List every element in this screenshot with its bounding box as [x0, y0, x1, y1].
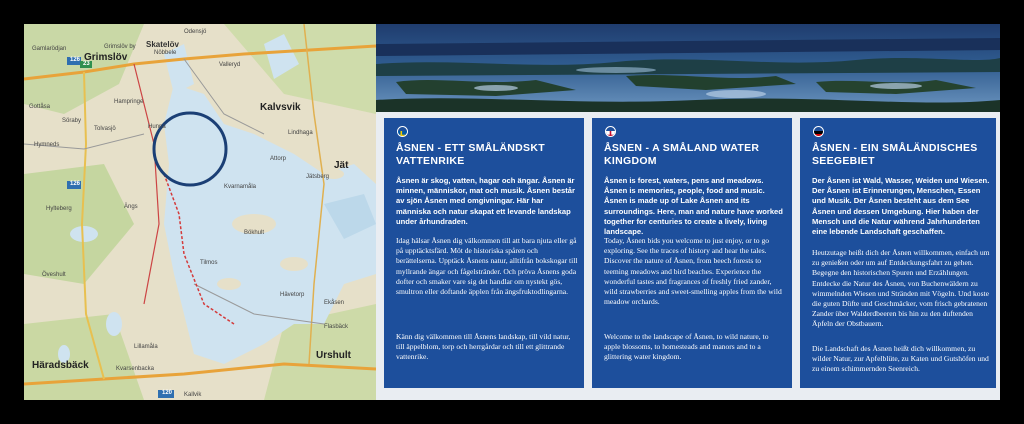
map-place-label: Söraby: [62, 118, 82, 124]
panel-body-text: Today, Åsnen bids you welcome to just enjoy, or to go exploring. See the traces of history and hear the tales. Discover the nature of Åsnen, from beech forests to teeming meadows and bird beaches. Experience the wonderful tastes and fragrances of freshly fried zander, wild strawberries and sweet-smelling apples from the wild meadow orchards.: [604, 236, 782, 307]
info-panel-swedish: [384, 118, 584, 388]
map-graphic: [24, 24, 376, 400]
map-place-label: Lillamåla: [134, 344, 158, 350]
panel-closing-text: Die Landschaft des Åsnen heißt dich willkommen, zu wilder Natur, zur Apfelblüte, zu Katen und Gutshöfen und zu einem schimmernden Seenreich.: [812, 344, 989, 374]
map-place-label: Kvarsenbacka: [116, 366, 155, 372]
panel-body-text: Idag hälsar Åsnen dig välkommen till att bara njuta eller gå på upptäcktsfärd. Möt de historiska spåren och berättelserna. Upptäck Åsnens natur, alltifrån bokskogar till myllrande ängar och fågelstränder. Och pröva Åsnens goda dofter och smaker vare sig det handlar om nystekt gös, smultron eller doftande äpplen från ängsfruktodlingarna.: [396, 236, 578, 297]
uk-flag-icon: [605, 126, 616, 137]
map-place-label: Tilmos: [200, 260, 218, 266]
map-town-label: Häradsbäck: [32, 360, 89, 371]
map-place-label: Gottåsa: [29, 104, 51, 110]
panel-closing-text: Känn dig välkommen till Åsnens landskap, till vild natur, till äppelblom, torp och herrgårdar och till ett glittrande vattenrike.: [396, 332, 571, 362]
road-number: 23: [83, 61, 90, 67]
panel-body-text: Heutzutage heißt dich der Åsnen willkommen, einfach um zu genießen oder um auf Entdeckungsfahrt zu gehen. Begegne den historischen Spuren und Erzählungen. Entdecke die Natur des Åsnen, von Buchenwäldern zu wimmelnden Wiesen und Stränden mit Vögeln. Und koste die guten Düfte und Geschmäcker, vom frisch gebratenen Zander über Walderdbeeren bis hin zu den duftenden Äpfeln der Obstbauern.: [812, 248, 990, 329]
information-board: [24, 24, 1000, 400]
map-place-label: Hymneds: [34, 142, 60, 148]
map-place-label: Nöbbele: [154, 50, 177, 56]
map-town-label: Jät: [334, 160, 349, 171]
panel-title: ÅSNEN - ETT SMÅLÄNDSKT VATTENRIKE: [396, 142, 545, 167]
map-place-label: Lindhaga: [288, 130, 313, 136]
german-flag-icon: [813, 126, 824, 137]
map-place-label: Kallvik: [184, 392, 202, 398]
map-place-label: Öveshult: [42, 272, 66, 278]
area-map: [24, 24, 376, 400]
aerial-lake-photo: [376, 24, 1000, 112]
panel-title: ÅSNEN - EIN SMÅLÄNDISCHES SEEGEBIET: [812, 142, 978, 167]
map-place-label: Hylteberg: [46, 206, 72, 212]
map-place-label: Odensjö: [184, 29, 207, 35]
map-place-label: Flasbäck: [324, 324, 349, 330]
map-place-label: Kvarnamåla: [224, 184, 257, 190]
road-number: 126: [70, 57, 81, 63]
road-number: 120: [162, 390, 173, 396]
info-panel-german: [800, 118, 996, 388]
map-place-label: Skatelöv: [146, 40, 179, 49]
panel-lead-text: Åsnen är skog, vatten, hagar och ängar. Åsnen är minnen, människor, mat och musik. Åsnen består av sjön Åsnen med omgivningar. Här har människa och natur skapat ett levande landskap under århundraden.: [396, 176, 575, 226]
map-town-label: Urshult: [316, 350, 351, 361]
map-place-label: Ekåsen: [324, 300, 345, 306]
map-town-label: Grimslöv: [84, 52, 128, 63]
map-place-label: Gamlarödjan: [32, 46, 67, 52]
map-town-label: Kalvsvik: [260, 102, 301, 113]
map-place-label: Valleryd: [219, 62, 241, 68]
map-place-label: Hävetorp: [280, 292, 305, 298]
road-number: 126: [70, 181, 81, 187]
panel-closing-text: Welcome to the landscape of Åsnen, to wild nature, to apple blossoms, to homesteads and manors and to a glittering water kingdom.: [604, 332, 769, 362]
map-place-label: Jätsberg: [306, 174, 330, 180]
map-place-label: Hampringe: [114, 99, 144, 105]
panel-lead-text: Der Åsnen ist Wald, Wasser, Weiden und Wiesen. Der Åsnen ist Erinnerungen, Menschen, Essen und Musik. Der Åsnen besteht aus dem See Åsnen und dessen Umgebung. Hier haben der Mensch und die Natur während Jahrhunderten eine lebende Landschaft geschaffen.: [812, 176, 990, 237]
map-place-label: Hunna: [148, 124, 166, 130]
map-place-label: Bökhult: [244, 230, 265, 236]
map-place-label: Tolvasjö: [94, 126, 116, 132]
map-place-label: Ängs: [124, 204, 138, 210]
panel-lead-text: Åsnen is forest, waters, pens and meadows. Åsnen is memories, people, food and music. Åsnen is made up of Lake Åsnen and its surroundings. Here, man and nature have worked together for centuries to create a lively, living landscape.: [604, 176, 783, 237]
panel-title: ÅSNEN - A SMÅLAND WATER KINGDOM: [604, 142, 760, 167]
map-place-label: Grimslöv by: [104, 44, 136, 50]
info-panel-english: [592, 118, 792, 388]
swedish-flag-icon: [397, 126, 408, 137]
map-place-label: Attorp: [270, 156, 287, 162]
